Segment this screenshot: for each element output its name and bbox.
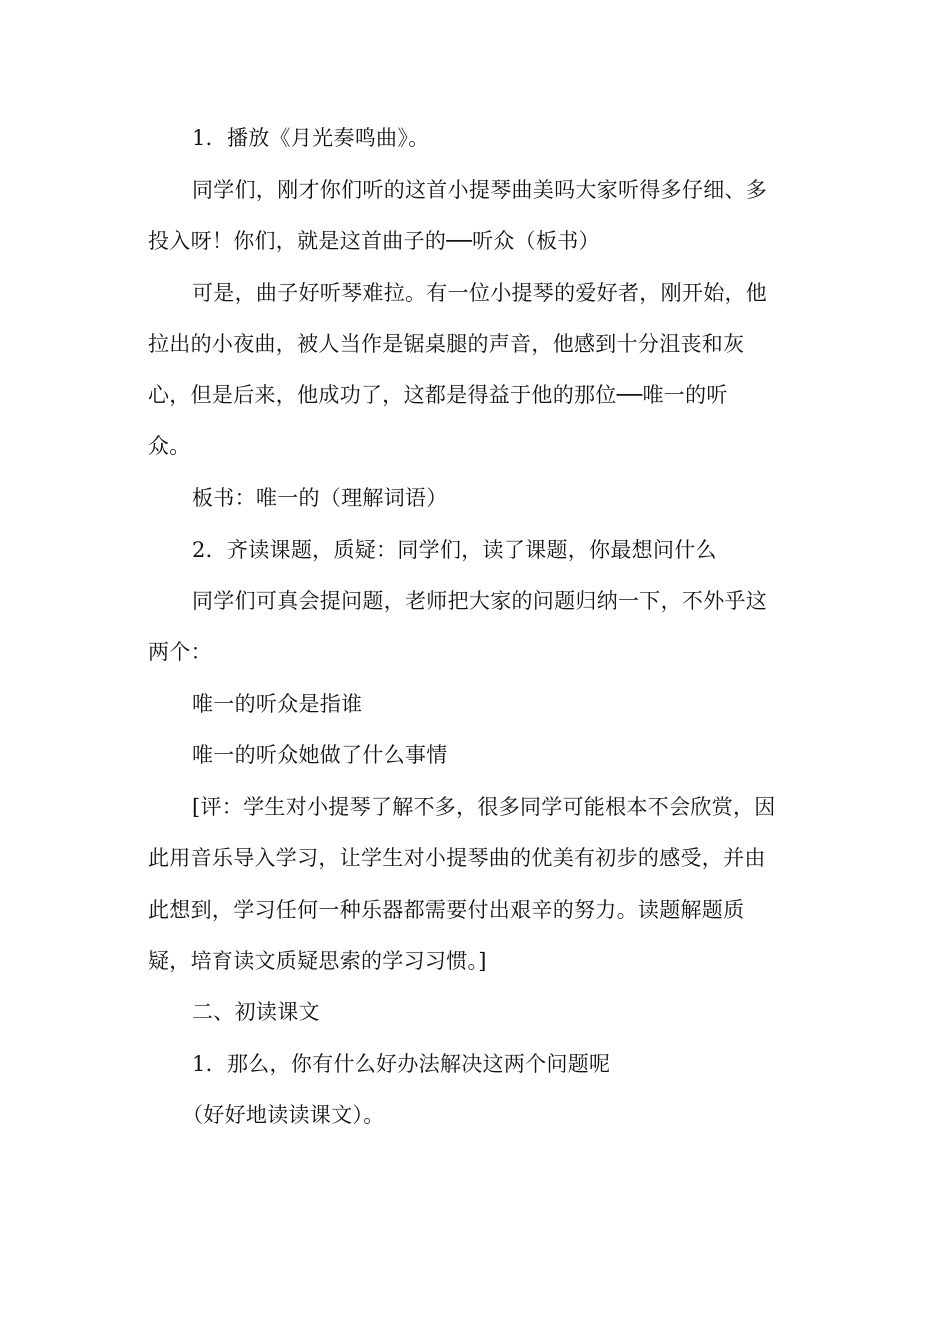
section-heading-first-reading: 二、初读课文 [192,1000,320,1024]
summary-line-1: 同学们可真会提问题，老师把大家的问题归纳一下，不外乎这 [192,589,768,613]
step-2-read-title: 2．齐读课题，质疑：同学们，读了课题，你最想问什么 [192,538,717,562]
teacher-question-line-1: 同学们，刚才你们听的这首小提琴曲美吗大家听得多仔细、多 [192,178,768,202]
comment-line-2: 此用音乐导入学习，让学生对小提琴曲的优美有初步的感受，并由 [148,846,766,870]
step-1-play-music: 1．播放《月光奏鸣曲》。 [192,126,430,150]
comment-line-3: 此想到，学习任何一种乐器都需要付出艰辛的努力。读题解题质 [148,898,745,922]
story-line-3: 心，但是后来，他成功了，这都是得益于他的那位──唯一的听 [148,383,728,407]
teacher-question-line-2: 投入呀！你们，就是这首曲子的──听众（板书） [148,229,600,253]
question-who: 唯一的听众是指谁 [192,692,363,716]
story-line-2: 拉出的小夜曲，被人当作是锯桌腿的声音，他感到十分沮丧和灰 [148,332,745,356]
first-reading-question: 1．那么，你有什么好办法解决这两个问题呢 [192,1052,611,1076]
question-what: 唯一的听众她做了什么事情 [192,743,448,767]
board-note: 板书：唯一的（理解词语） [192,486,448,510]
first-reading-answer: （好好地读读课文）。 [182,1103,385,1127]
comment-line-4: 疑，培育读文质疑思索的学习习惯。] [148,949,487,973]
comment-line-1: [评：学生对小提琴了解不多，很多同学可能根本不会欣赏，因 [192,795,776,819]
story-line-1: 可是，曲子好听琴难拉。有一位小提琴的爱好者，刚开始，他 [192,281,768,305]
summary-line-2: 两个： [148,640,212,664]
story-line-4: 众。 [148,434,191,458]
